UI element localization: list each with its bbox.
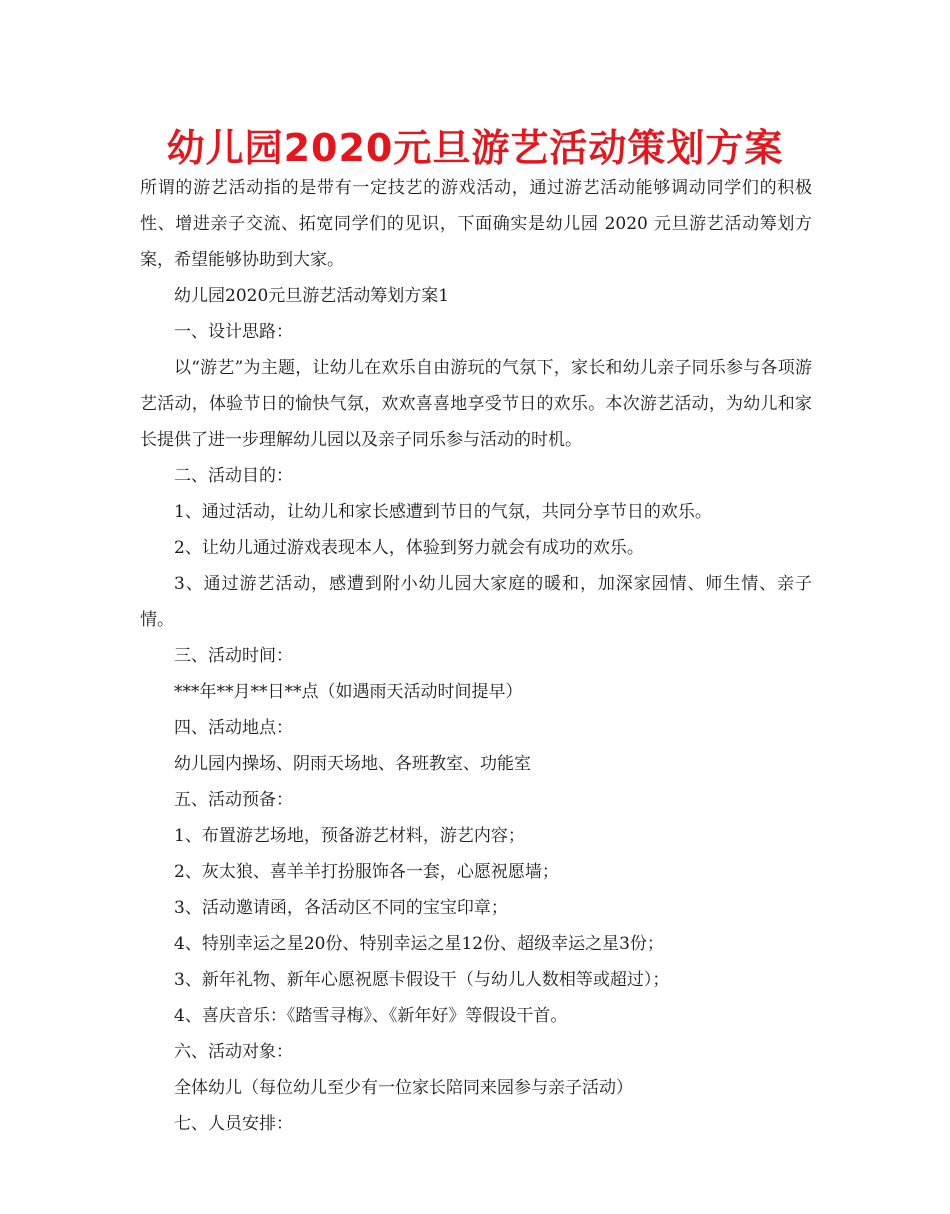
list-item-purpose-3: 3、通过游艺活动，感遭到附小幼儿园大家庭的暖和，加深家园情、师生情、亲子情。: [140, 574, 812, 630]
section-heading-staffing: 七、人员安排：: [174, 1114, 293, 1134]
document-body: [140, 170, 812, 1142]
section-heading-preparation: 五、活动预备：: [174, 790, 293, 810]
section-heading-time: 三、活动时间：: [174, 646, 293, 666]
list-item-preparation-6: 4、喜庆音乐：《踏雪寻梅》、《新年好》等假设干首。: [174, 1006, 568, 1026]
section-heading-purpose: 二、活动目的：: [174, 466, 293, 486]
paragraph-design: 以“游艺”为主题，让幼儿在欢乐自由游玩的气氛下，家长和幼儿亲子同乐参与各项游艺活动，体验节日的愉快气氛，欢欢喜喜地享受节日的欢乐。本次游艺活动，为幼儿和家长提供了进一步理解幼儿园以及亲子同乐参与活动的时机。: [140, 358, 812, 450]
paragraph-location: 幼儿园内操场、阴雨天场地、各班教室、功能室: [174, 754, 531, 774]
list-item-preparation-3: 3、活动邀请函，各活动区不同的宝宝印章；: [174, 898, 508, 918]
list-item-preparation-2: 2、灰太狼、喜羊羊打扮服饰各一套，心愿祝愿墙；: [174, 862, 559, 882]
list-item-preparation-4: 4、特别幸运之星20份、特别幸运之星12份、超级幸运之星3份；: [174, 934, 664, 954]
list-item-purpose-1: 1、通过活动，让幼儿和家长感遭到节日的气氛，共同分享节日的欢乐。: [174, 502, 712, 522]
paragraph-plan-heading: 幼儿园2020元旦游艺活动筹划方案1: [174, 286, 450, 306]
document-title: 幼儿园2020元旦游艺活动策划方案: [166, 126, 784, 170]
list-item-purpose-2: 2、让幼儿通过游戏表现本人，体验到努力就会有成功的欢乐。: [174, 538, 644, 558]
paragraph-intro: 所谓的游艺活动指的是带有一定技艺的游戏活动，通过游艺活动能够调动同学们的积极性、增进亲子交流、拓宽同学们的见识，下面确实是幼儿园 2020 元旦游艺活动筹划方案，希望能够协助到大家。: [140, 178, 812, 270]
section-heading-participants: 六、活动对象：: [174, 1042, 293, 1062]
section-heading-design: 一、设计思路：: [174, 322, 293, 342]
paragraph-time: ***年**月**日**点（如遇雨天活动时间提早）: [174, 682, 523, 702]
list-item-preparation-1: 1、布置游艺场地，预备游艺材料，游艺内容；: [174, 826, 525, 846]
section-heading-location: 四、活动地点：: [174, 718, 293, 738]
paragraph-participants: 全体幼儿（每位幼儿至少有一位家长陪同来园参与亲子活动）: [174, 1078, 633, 1098]
list-item-preparation-5: 3、新年礼物、新年心愿祝愿卡假设干（与幼儿人数相等或超过）；: [174, 970, 670, 990]
